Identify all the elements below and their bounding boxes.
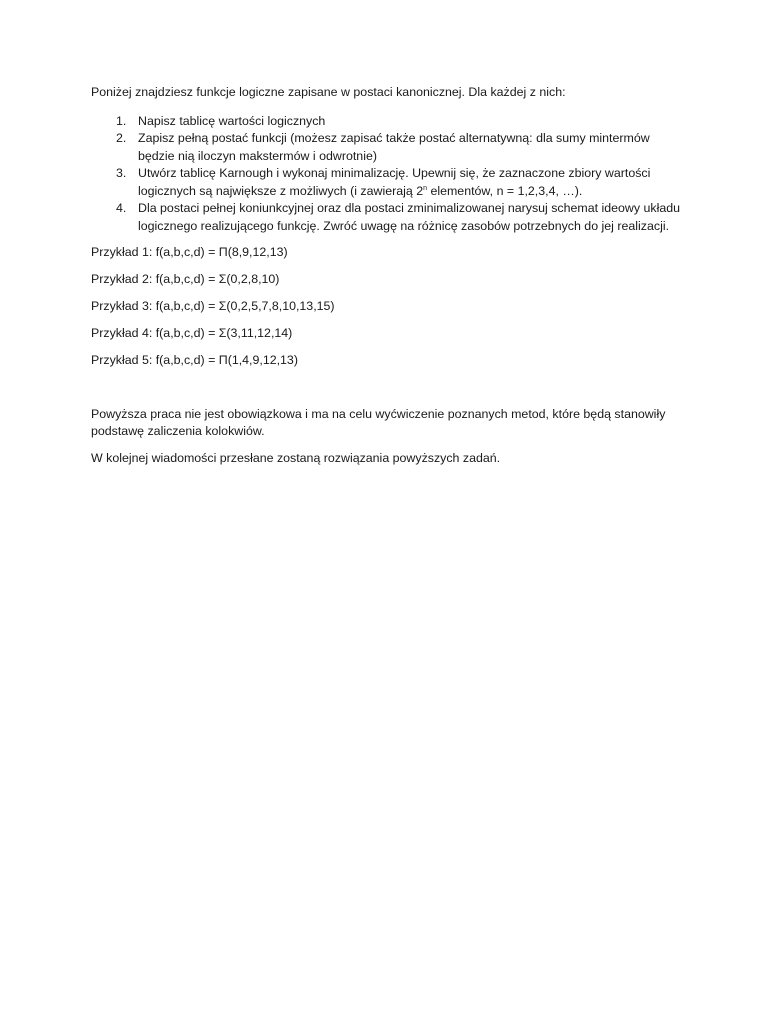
task-number: 4. — [116, 201, 127, 215]
task-text — [138, 166, 650, 198]
task-text: Zapisz pełną postać funkcji (możesz zapisać także postać alternatywną: dla sumy mintermów będzie nią iloczyn makstermów i odwrotnie) — [138, 131, 650, 163]
task-text-part: Utwórz tablicę Karnough i wykonaj minimalizację. Upewnij się, że zaznaczone zbiory wartości logicznych są największe z możliwych (i zawierają 2 — [138, 166, 651, 198]
task-text-part: elementów, n = 1,2,3,4, …). — [427, 183, 583, 198]
intro-paragraph: Poniżej znajdziesz funkcje logiczne zapisane w postaci kanonicznej. Dla każdej z nich: — [91, 85, 566, 99]
note-paragraph: Powyższa praca nie jest obowiązkowa i ma na celu wyćwiczenie poznanych metod, które będą stanowiły podstawę zaliczenia kolokwiów. — [91, 406, 666, 438]
task-text: Dla postaci pełnej koniunkcyjnej oraz dla postaci zminimalizowanej narysuj schemat ideowy układu logicznego realizującego funkcję. Zwróć uwagę na różnicę zasobów potrzebnych do jej realizacji. — [138, 201, 681, 233]
task-number: 2. — [116, 131, 127, 145]
example-line: Przykład 3: f(a,b,c,d) = Σ(0,2,5,7,8,10,13,15) — [91, 299, 335, 313]
task-number: 3. — [116, 166, 127, 180]
task-item — [91, 165, 681, 200]
task-item — [91, 130, 681, 165]
example-line: Przykład 5: f(a,b,c,d) = Π(1,4,9,12,13) — [91, 353, 298, 367]
task-text: Napisz tablicę wartości logicznych — [138, 113, 326, 128]
task-list — [91, 113, 681, 236]
examples-section — [91, 244, 681, 370]
example-line: Przykład 1: f(a,b,c,d) = Π(8,9,12,13) — [91, 245, 288, 259]
document-page — [91, 84, 681, 477]
example-line: Przykład 2: f(a,b,c,d) = Σ(0,2,8,10) — [91, 272, 280, 286]
note-paragraph: W kolejnej wiadomości przesłane zostaną rozwiązania powyższych zadań. — [91, 451, 501, 465]
task-item — [91, 200, 681, 235]
task-number: 1. — [116, 113, 127, 128]
example-line: Przykład 4: f(a,b,c,d) = Σ(3,11,12,14) — [91, 326, 293, 340]
task-superscript: n — [423, 184, 427, 192]
task-item — [91, 113, 681, 131]
